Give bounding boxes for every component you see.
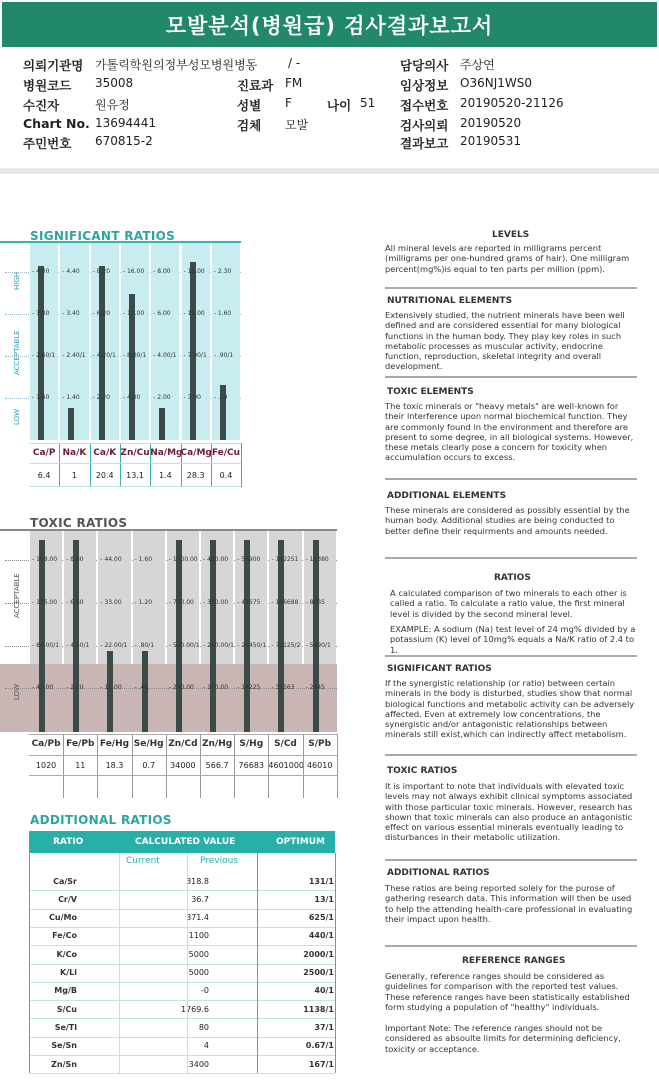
row-rule [29, 734, 337, 735]
tick-label: - 1.20 [134, 599, 153, 606]
column-name: Zn/Hg [201, 739, 233, 749]
axis-acceptable: ACCEPTABLE [13, 573, 21, 618]
tick-label: - 100.00 [203, 684, 229, 691]
tick-label: - 4.00/1 [153, 352, 177, 359]
column-value: 76683 [238, 761, 264, 770]
tick-label: - 33.00 [100, 599, 122, 606]
tick-label: - 300.00 [203, 599, 229, 606]
tick-label: - 2845 [305, 684, 325, 691]
column-value: 18.3 [105, 761, 124, 770]
column-value: 1.4 [158, 471, 172, 480]
id-label: 주민번호 [23, 136, 72, 151]
tick-label: - 500.00/1 [168, 642, 200, 649]
request-value: 20190520 [460, 116, 522, 130]
bar-na-k [68, 408, 74, 440]
ratio-name: Ca/Sr [53, 876, 77, 886]
column-name: S/Hg [239, 739, 264, 749]
table-row [29, 909, 335, 927]
additional-table-header [29, 831, 335, 853]
org-label: 의뢰기관명 [23, 58, 84, 73]
ratios-example: EXAMPLE: A sodium (Na) test level of 24 mg% divided by a potassium (K) level of 10mg% equals a Na/K ratio of 2.4 to 1. [390, 624, 636, 655]
table-row [29, 872, 335, 890]
ward-value: / - [288, 56, 301, 70]
additional-elements-text: These minerals are considered as possibly essential by the human body. Additional studies are being conducted to better define their requirments and amounts needed. [385, 505, 630, 536]
levels-text: All mineral levels are reported in milligrams percent (milligrams per one-hundred grams of hair). One milligram percent(mg%)is equal to ten parts per million (ppm). [385, 243, 630, 274]
patient-info [0, 52, 659, 167]
bar-na-mg [159, 408, 165, 440]
receiver-value: 원유정 [95, 98, 130, 112]
tick-label: - 4.40/1 [66, 642, 90, 649]
tick-label: - 3.00 [32, 310, 50, 317]
tick-label: - .80/1 [134, 642, 155, 649]
current-value: 1769.6 [181, 1004, 209, 1014]
ratio-name: Zn/Sn [51, 1059, 77, 1069]
column-value: 1020 [35, 761, 57, 770]
doctor-value: 주상연 [460, 58, 495, 72]
tick-label: - 7.00/1 [183, 352, 207, 359]
report-label: 결과보고 [400, 136, 449, 151]
code-label: 병원코드 [23, 78, 72, 93]
tick-label: - 2.30 [213, 268, 232, 275]
table-row [29, 890, 335, 908]
divider [385, 945, 637, 947]
column-name: Fe/Cu [211, 448, 241, 458]
separator-band [0, 168, 659, 174]
sub-previous: Previous [200, 856, 239, 866]
column-name: Fe/Pb [66, 739, 95, 749]
current-value: 80 [198, 1022, 209, 1032]
ref-ranges-title: REFERENCE RANGES [462, 956, 566, 966]
tick-label: - 15.00 [183, 268, 205, 275]
tick-label: - 1.40 [62, 394, 80, 401]
current-value: 5000 [188, 968, 209, 977]
tick-label: - 142251 [271, 556, 299, 563]
tick-label: - 8.00 [153, 268, 171, 275]
report-title: 모발분석(병원급) 검사결과보고서 [2, 2, 657, 47]
nutritional-title: NUTRITIONAL ELEMENTS [387, 296, 513, 306]
divider [385, 859, 637, 861]
chart-label: Chart No. [23, 116, 90, 131]
add-ratios-title: ADDITIONAL RATIOS [387, 868, 490, 878]
bar-s-cd [278, 540, 284, 732]
row-rule [29, 443, 241, 444]
tick-label: - 8.00/1 [122, 352, 147, 359]
specimen-label: 검체 [237, 118, 262, 133]
divider [385, 376, 637, 378]
bar-fe-pb [73, 540, 79, 732]
column-divider [119, 853, 120, 1073]
clinic-label: 임상정보 [400, 78, 449, 93]
current-value: 371.4 [186, 913, 209, 923]
optimum-value: 131/1 [308, 876, 334, 886]
tick-label: - 6.60 [66, 599, 84, 606]
additional-elements-title: ADDITIONAL ELEMENTS [387, 491, 507, 501]
row-rule [29, 1073, 335, 1074]
row-rule [29, 775, 337, 776]
table-row [29, 964, 335, 982]
ratio-name: Cr/V [58, 894, 77, 904]
ratio-name: Cu/Mo [49, 913, 77, 923]
row-rule [29, 486, 241, 487]
optimum-value: 2500/1 [303, 968, 334, 977]
tick-label: - .20 [213, 394, 228, 401]
tick-label: - 6.00 [153, 310, 171, 317]
column-value: 46010 [306, 761, 333, 770]
divider [385, 287, 637, 289]
tick-label: - 2.20 [66, 684, 84, 691]
row-rule [29, 463, 241, 464]
specimen-value: 모발 [285, 118, 309, 132]
tick-label: - 2.60/1 [32, 352, 56, 359]
tick-label: - 35563 [271, 684, 295, 691]
accept-value: 20190520-21126 [460, 96, 564, 110]
current-value: -0 [201, 986, 209, 996]
tick-label: - 11.00 [183, 310, 205, 317]
optimum-value: 40/1 [314, 986, 334, 996]
tick-label: - 2.20 [92, 394, 111, 401]
tick-label: - 4.40 [62, 268, 80, 275]
column-value: 1 [71, 471, 77, 480]
current-value: 4 [203, 1041, 209, 1051]
current-value: 318.8 [186, 876, 209, 886]
tick-label: - 42675 [237, 599, 261, 606]
column-name: Na/K [62, 448, 87, 458]
column-name: S/Cd [274, 739, 297, 749]
divider [385, 754, 637, 756]
optimum-value: 2000/1 [303, 949, 334, 959]
column-value: 6.4 [37, 471, 51, 480]
tick-label: - 2.00 [153, 394, 171, 401]
tox-ratios-text: It is important to note that individuals with elevated toxic levels may not always exhibit clinical symptoms associated with those particular toxic minerals. However, research has shown that toxic minerals can also produce an antagonistic effect on various essential minerals eventually leading to disturbances in their metabolic utilization. [385, 781, 633, 843]
table-row [29, 927, 335, 945]
low-band [0, 664, 337, 732]
table-row [29, 945, 335, 963]
column-name: Ca/Mg [180, 448, 212, 458]
tick-label: - 2.40/1 [62, 352, 86, 359]
column-value: 13.1 [126, 471, 144, 480]
ratio-name: Se/Tl [54, 1022, 77, 1032]
head-calc: CALCULATED VALUE [135, 837, 236, 847]
tick-label: - 4.00 [122, 394, 141, 401]
dept-value: FM [285, 76, 303, 90]
tick-label: - 11380 [305, 556, 329, 563]
clinic-value: O36NJ1WS0 [460, 76, 532, 90]
column-name: Ca/P [32, 448, 56, 458]
table-row [29, 982, 335, 1000]
tick-label: - 22.00/1 [100, 642, 128, 649]
ratio-name: K/Li [60, 968, 77, 977]
sig-ratios-text: If the synergistic relationship (or ratio) between certain minerals in the body is disturbed, studies show that normal biological functions and metabolic activity can be adversely affected. Even at extremely low concentrations, the synergistic and/or antagonistic relationships between minerals still exist,which can indirectly affect metabolism. [385, 678, 635, 740]
tick-label: - 1.60 [134, 556, 153, 563]
bar-zn-cd [176, 540, 182, 732]
optimum-value: 440/1 [308, 931, 334, 941]
column-divider [187, 853, 188, 1073]
sig-ratios-title: SIGNIFICANT RATIOS [387, 664, 492, 674]
tick-label: - 200.00/1 [203, 642, 234, 649]
tick-label: - 28450/1 [237, 642, 267, 649]
id-value: 670815-2 [95, 134, 153, 148]
head-ratio: RATIO [53, 837, 84, 847]
column-value: 11 [75, 761, 86, 770]
column-name: Se/Hg [133, 739, 164, 749]
column-value: 28.3 [186, 471, 205, 480]
optimum-value: 1138/1 [303, 1004, 334, 1014]
ratio-name: S/Cu [56, 1004, 77, 1014]
bar-se-hg [142, 651, 148, 732]
current-value: 36.7 [191, 894, 209, 904]
toxic-elements-title: TOXIC ELEMENTS [387, 387, 474, 397]
table-row [29, 1018, 335, 1036]
bar-zn-hg [210, 540, 216, 732]
dept-label: 진료과 [237, 78, 274, 93]
accept-label: 접수번호 [400, 98, 449, 113]
tick-label: - 8.80 [66, 556, 84, 563]
request-label: 검사의뢰 [400, 118, 449, 133]
divider [385, 655, 637, 657]
tick-label: - 1.60 [213, 310, 232, 317]
ratio-name: Mg/B [54, 986, 77, 996]
column-value: 34000 [170, 761, 196, 770]
column-name: Ca/Pb [31, 739, 61, 749]
tick-label: - .40 [134, 684, 149, 691]
sex-label: 성별 [237, 98, 262, 113]
column-name: Fe/Hg [99, 739, 130, 749]
optimum-value: 625/1 [308, 913, 334, 923]
table-row [29, 1055, 335, 1073]
current-value: 3400 [188, 1059, 209, 1069]
significant-title: SIGNIFICANT RATIOS [30, 229, 176, 243]
age-value: 51 [360, 96, 376, 110]
tick-label: - 1.60 [32, 394, 50, 401]
column-name: Zn/Cu [120, 448, 150, 458]
bar-s-hg [244, 540, 250, 732]
tick-label: - 3.00 [183, 394, 201, 401]
divider [385, 478, 637, 480]
code-value: 35008 [95, 76, 134, 90]
bar-fe-hg [107, 651, 113, 732]
column-value: 0.4 [219, 471, 233, 480]
tick-label: - 14225 [237, 684, 261, 691]
tick-label: - 400.00 [203, 556, 229, 563]
column-name: Ca/K [93, 448, 117, 458]
tick-label: - 158.00 [32, 556, 58, 563]
tick-label: - 8535 [305, 599, 325, 606]
bar-ca-pb [39, 540, 45, 732]
ratio-name: Fe/Co [52, 931, 77, 941]
tick-label: - 250.00 [168, 684, 194, 691]
receiver-label: 수진자 [23, 98, 60, 113]
levels-title: LEVELS [492, 230, 530, 240]
ratios-title: RATIOS [494, 573, 531, 583]
tick-label: - 1000.00 [168, 556, 198, 563]
tick-label: - 84.00/1 [32, 642, 60, 649]
sex-value: F [285, 96, 292, 110]
tick-label: - 8.20 [92, 268, 111, 275]
tick-label: - 4.00 [32, 268, 50, 275]
optimum-value: 13/1 [314, 894, 334, 904]
tick-label: - 16.00 [122, 268, 145, 275]
doctor-label: 담당의사 [400, 58, 449, 73]
tick-label: - 42.00 [32, 684, 54, 691]
optimum-value: 37/1 [314, 1022, 334, 1032]
tox-ratios-title: TOXIC RATIOS [387, 766, 458, 776]
tick-label: - 4.20/1 [92, 352, 116, 359]
axis-low: LOW [13, 408, 21, 425]
table-border [335, 853, 336, 1073]
current-value: 1100 [188, 931, 209, 941]
tick-label: - 126.00 [32, 599, 58, 606]
bar-s-pb [313, 540, 319, 732]
optimum-value: 0.67/1 [305, 1041, 334, 1051]
axis-low: LOW [13, 683, 21, 700]
chart-value: 13694441 [95, 116, 157, 130]
toxic-title: TOXIC RATIOS [30, 516, 128, 530]
add-ratios-text: These ratios are being reported solely for the purose of gathering research data. This information will then be used to help the attending health-care professional in evaluating their impact upon health. [385, 883, 633, 924]
tick-label: - 106688 [271, 599, 299, 606]
column-divider [257, 853, 258, 1073]
ratios-text: A calculated comparison of two minerals to each other is called a ratio. To calculate a ratio value, the first mineral level is divided by the second mineral level. [390, 588, 627, 619]
divider [385, 557, 637, 559]
axis-acceptable: ACCEPTABLE [13, 330, 21, 375]
table-row [29, 1037, 335, 1055]
column-divider [337, 734, 338, 798]
tick-label: - 750.00 [168, 599, 194, 606]
report-value: 20190531 [460, 134, 522, 148]
ref-ranges-text: Generally, reference ranges should be considered as guidelines for comparison with the reported test values. These reference ranges have been statistically established form studying a population of "healthy" individuals. [385, 971, 630, 1012]
current-value: 5000 [188, 949, 209, 959]
axis-high: HIGH [13, 271, 21, 290]
tick-label: - .90/1 [213, 352, 234, 359]
additional-title: ADDITIONAL RATIOS [30, 813, 172, 827]
tick-label: - 11.00 [100, 684, 122, 691]
column-name: S/Pb [308, 739, 332, 749]
tick-label: - 6.20 [92, 310, 111, 317]
table-row [29, 1000, 335, 1018]
column-divider [241, 443, 242, 487]
tick-label: - 12.00 [122, 310, 145, 317]
tick-label: - 71125/2 [271, 642, 301, 649]
tick-label: - 5690/1 [305, 642, 331, 649]
tick-label: - 44.00 [100, 556, 122, 563]
column-value: 4601000 [268, 761, 305, 770]
sub-current: Current [126, 856, 160, 866]
age-label: 나이 [327, 98, 352, 113]
important-note: Important Note: The reference ranges should not be considered as absoulte limits for determining deficiency, toxicity or acceptance. [385, 1023, 621, 1054]
org-value: 가톨릭학원의정부성모병원병동 [95, 58, 258, 72]
column-name: Na/Mg [150, 448, 183, 458]
optimum-value: 167/1 [308, 1059, 334, 1069]
column-name: Zn/Cd [168, 739, 198, 749]
ratio-name: Se/Sn [51, 1041, 77, 1051]
toxic-elements-text: The toxic minerals or "heavy metals" are well-known for their interference upon normal biochemical function. They are commonly found in the environment and therefore are present to some degree, in all biological systems. However, these metals clearly pose a concern for toxicity when accumulation occurs to excess. [385, 401, 634, 463]
bar-ca-mg [190, 262, 196, 440]
column-value: 566.7 [205, 761, 229, 770]
column-value: 0.7 [142, 761, 156, 770]
column-value: 20.4 [95, 471, 114, 480]
tick-label: - 3.40 [62, 310, 80, 317]
head-opt: OPTIMUM [276, 837, 325, 847]
tick-label: - 56900 [237, 556, 261, 563]
table-border [29, 853, 30, 1073]
nutritional-text: Extensively studied, the nutrient minerals have been well defined and are considered essential for many biological functions in the human body. They play key roles in such metabolic processes as muscular activity, endocrine function, reproduction, skeletal integrity and overall development. [385, 310, 625, 372]
ratio-name: K/Co [56, 949, 77, 959]
row-rule [29, 755, 337, 756]
